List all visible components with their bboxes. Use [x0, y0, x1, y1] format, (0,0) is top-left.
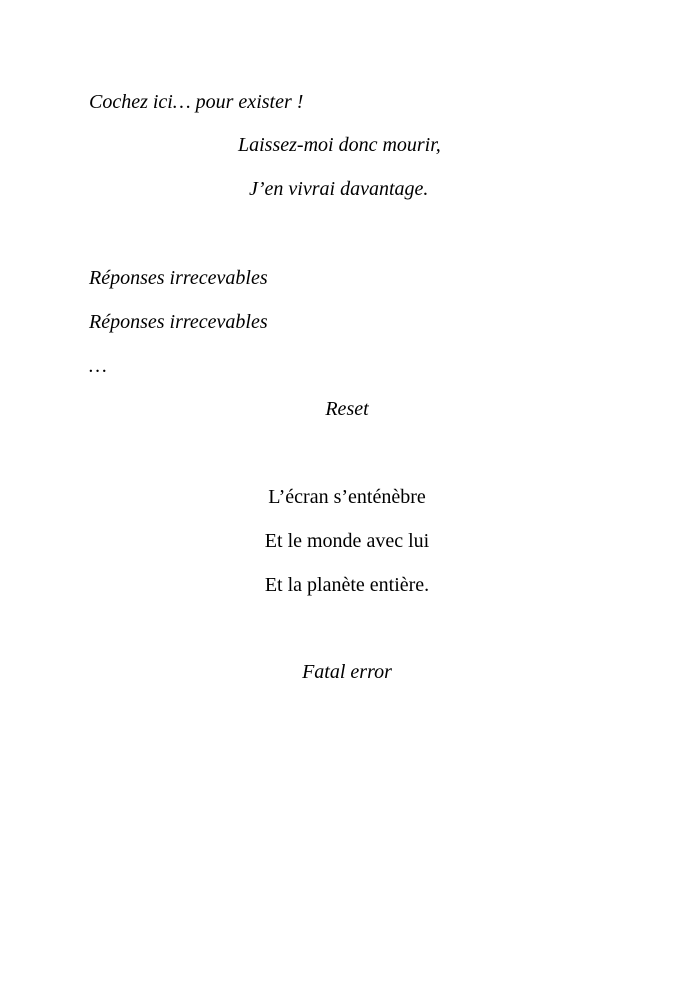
- poem-line-reponses-1: Réponses irrecevables: [89, 267, 268, 289]
- poem-line-monde: Et le monde avec lui: [264, 530, 430, 552]
- poem-line-ellipsis: …: [89, 355, 107, 377]
- poem-line-ecran: L’écran s’enténèbre: [268, 486, 426, 508]
- poem-line-vivrai: J’en vivrai davantage.: [249, 178, 429, 200]
- poem-line-planete: Et la planète entière.: [264, 574, 430, 596]
- poem-line-fatal-error: Fatal error: [302, 661, 392, 683]
- poem-line-cochez: Cochez ici… pour exister !: [89, 91, 304, 113]
- poem-line-reset: Reset: [325, 398, 369, 420]
- poem-line-reponses-2: Réponses irrecevables: [89, 311, 268, 333]
- poem-line-laissez: Laissez-moi donc mourir,: [238, 134, 441, 156]
